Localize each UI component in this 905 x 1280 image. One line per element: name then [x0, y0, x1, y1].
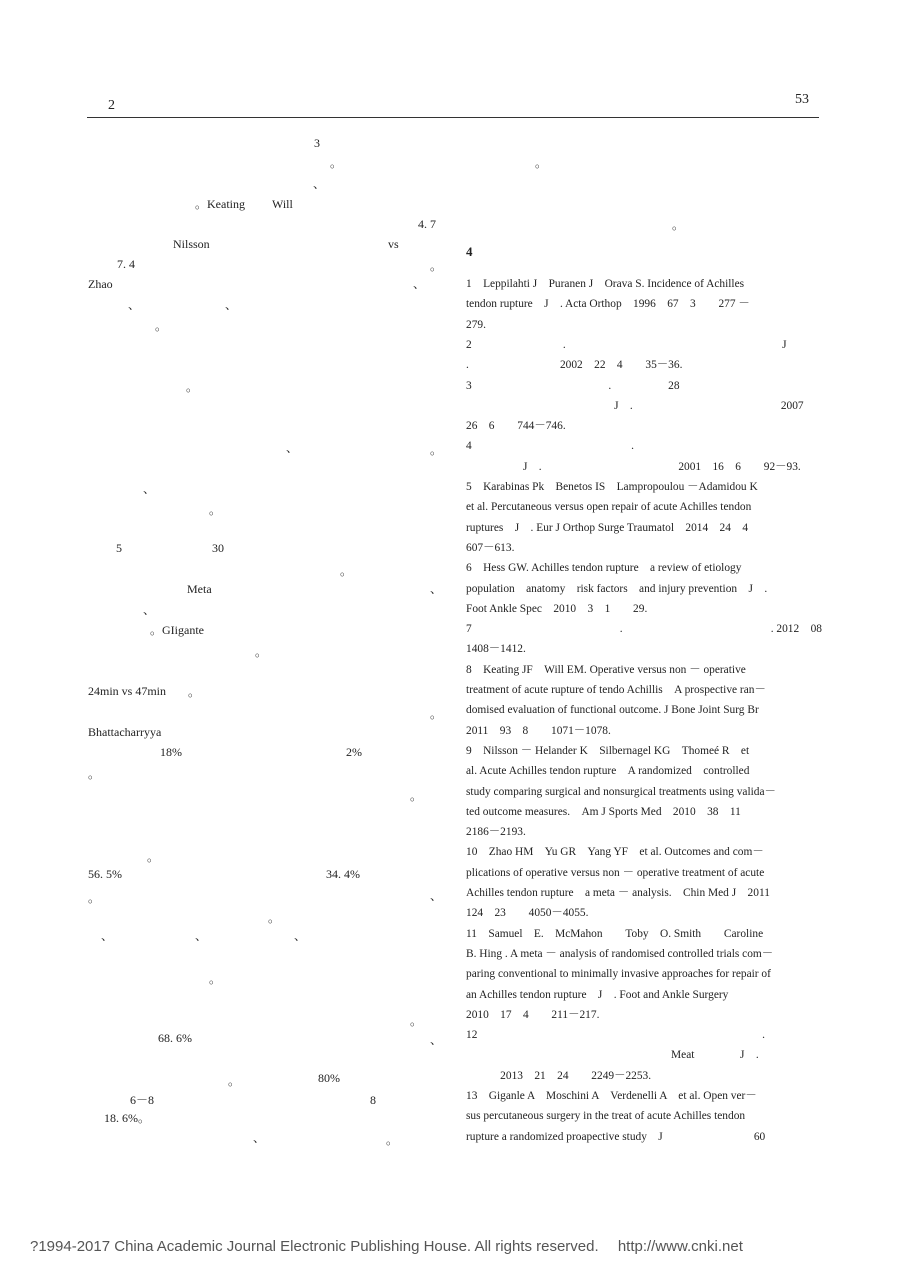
left-fragment: 。 [88, 891, 101, 905]
reference-line: 26 6 744－746. [466, 420, 566, 433]
left-fragment: 4. 7 [418, 217, 436, 231]
left-fragment: 。 [255, 645, 268, 659]
left-fragment: 。 [209, 972, 222, 986]
reference-line: 11 Samuel E. McMahon Toby O. Smith Caroline [466, 927, 764, 940]
left-fragment: 、 [195, 929, 208, 943]
reference-line: ted outcome measures. Am J Sports Med 2010 38 11 [466, 805, 741, 818]
reference-line: 2013 21 24 2249－2253. [466, 1069, 652, 1082]
left-fragment: 7. 4 [117, 257, 135, 271]
left-fragment: 。 [228, 1074, 241, 1088]
left-fragment: 、 [225, 298, 238, 312]
reference-line: 1 Leppilahti J Puranen J Orava S. Incidence of Achilles [466, 278, 745, 290]
left-fragment: 。 [209, 503, 222, 517]
left-fragment: 30 [212, 541, 224, 555]
reference-line: domised evaluation of functional outcome. J Bone Joint Surg Br [466, 704, 759, 717]
reference-line: 10 Zhao HM Yu GR Yang YF et al. Outcomes and com－ [466, 846, 764, 859]
left-fragment: 。 [88, 767, 101, 781]
left-fragment: 6－8 [130, 1093, 155, 1107]
reference-line: J . 2001 16 6 92－93. [466, 460, 801, 473]
reference-line: rupture a randomized proapective study J 60 [466, 1130, 766, 1143]
left-fragment: 、 [286, 441, 299, 455]
left-fragment: 。 [410, 789, 423, 803]
left-fragment: 34. 4% [326, 867, 360, 881]
left-fragment: 、 [143, 603, 156, 617]
copyright-footer: ?1994-2017 China Academic Journal Electronic Publishing House. All rights reserved. http://www.cnki.net [30, 1238, 743, 1255]
left-fragment: 、 [430, 889, 443, 903]
section-heading-references: 4 [466, 244, 473, 259]
left-fragment: 、 [253, 1131, 266, 1145]
reference-line: 607－613. [466, 541, 515, 554]
left-fragment: 。 [268, 911, 281, 925]
reference-line: . 2002 22 4 35－36. [466, 359, 683, 372]
reference-line: 13 Giganle A Moschini A Verdenelli A et al. Open ver－ [466, 1090, 757, 1102]
left-fragment: 、 [128, 298, 141, 312]
left-fragment: Will [272, 197, 293, 211]
left-fragment: 。 [430, 443, 443, 457]
reference-line: 2011 93 8 1071－1078. [466, 724, 611, 737]
reference-line: treatment of acute rupture of tendo Achillis A prospective ran－ [466, 684, 766, 696]
left-fragment: 。 [155, 319, 168, 333]
left-page-number: 2 [108, 98, 115, 113]
reference-line: 6 Hess GW. Achilles tendon rupture a review of etiology [466, 562, 742, 575]
left-fragment: 。 [188, 685, 201, 699]
left-fragment: 、 [430, 1033, 443, 1047]
left-fragment: 8 [370, 1093, 376, 1107]
left-fragment: 。 [410, 1014, 423, 1028]
reference-line: population anatomy risk factors and injury prevention J . [466, 582, 768, 595]
right-fragment: 。 [672, 218, 685, 232]
reference-line: 2186－2193. [466, 826, 526, 839]
reference-line: 4 . [466, 440, 635, 453]
left-fragment: 80% [318, 1071, 340, 1085]
reference-line: Achilles tendon rupture a meta － analysis. Chin Med J 2011 [466, 887, 770, 899]
reference-line: 9 Nilsson － Helander K Silbernagel KG Thomeé R et [466, 744, 750, 757]
right-fragment: 。 [535, 156, 548, 170]
reference-line: ruptures J . Eur J Orthop Surge Traumatol 2014 24 4 [466, 521, 749, 534]
left-fragment: 。 [330, 156, 343, 170]
left-fragment: Zhao [88, 277, 113, 291]
header-rule [87, 117, 819, 118]
reference-line: et al. Percutaneous versus open repair of acute Achilles tendon [466, 501, 752, 514]
left-fragment: 。 [147, 850, 160, 864]
reference-line: 3 . 28 [466, 379, 680, 392]
left-fragment: 、 [143, 482, 156, 496]
left-fragment: 2% [346, 745, 362, 759]
left-fragment: 68. 6% [158, 1031, 192, 1045]
reference-line: 5 Karabinas Pk Benetos IS Lampropoulou －Adamidou K [466, 481, 758, 493]
left-fragment: 3 [314, 136, 320, 150]
reference-line: Foot Ankle Spec 2010 3 1 29. [466, 602, 648, 615]
reference-line: 7 . . 2012 08 [466, 623, 822, 636]
left-fragment: 。 [430, 259, 443, 273]
reference-line: 124 23 4050－4055. [466, 907, 589, 920]
reference-line: Meat J . [466, 1049, 759, 1062]
reference-line: 12 . [466, 1029, 766, 1042]
left-fragment: 、 [101, 929, 114, 943]
left-fragment: 24min vs 47min [88, 684, 167, 698]
reference-line: tendon rupture J . Acta Orthop 1996 67 3 277 － [466, 298, 750, 311]
left-fragment: 、 [413, 277, 426, 291]
left-fragment: 56. 5% [88, 867, 122, 881]
reference-line: 2 . J [466, 338, 787, 351]
left-fragment: 、 [313, 177, 326, 191]
reference-line: study comparing surgical and nonsurgical treatments using valida－ [466, 785, 776, 798]
reference-line: an Achilles tendon rupture J . Foot and Ankle Surgery [466, 988, 729, 1001]
reference-line: J . 2007 [466, 399, 804, 412]
left-fragment: 。 [186, 380, 199, 394]
left-fragment: Nilsson [173, 237, 210, 251]
reference-line: B. Hing . A meta － analysis of randomised controlled trials com－ [466, 947, 774, 960]
left-fragment: vs [388, 237, 399, 251]
left-fragment: 。GIigante [150, 623, 204, 637]
reference-line: plications of operative versus non － operative treatment of acute [466, 866, 765, 879]
left-fragment: 18% [160, 745, 182, 759]
left-fragment: 5 [116, 541, 122, 555]
reference-line: sus percutaneous surgery in the treat of acute Achilles tendon [466, 1110, 746, 1123]
reference-line: 2010 17 4 211－217. [466, 1008, 600, 1021]
left-fragment: 、 [294, 929, 307, 943]
left-fragment: 、 [430, 582, 443, 596]
left-fragment: Meta [187, 582, 212, 596]
reference-line: 8 Keating JF Will EM. Operative versus non － operative [466, 663, 746, 676]
right-page-number: 53 [795, 92, 809, 107]
left-fragment: 。 [340, 564, 353, 578]
left-fragment: 。Keating [195, 197, 245, 211]
left-fragment: 。 [386, 1133, 399, 1147]
left-fragment: 。 [430, 707, 443, 721]
reference-line: 279. [466, 318, 486, 331]
reference-line: paring conventional to minimally invasive approaches for repair of [466, 968, 771, 981]
left-fragment: 18. 6%。 [104, 1111, 150, 1125]
reference-line: 1408－1412. [466, 643, 526, 656]
reference-line: al. Acute Achilles tendon rupture A randomized controlled [466, 765, 750, 778]
left-fragment: Bhattacharryya [88, 725, 162, 739]
